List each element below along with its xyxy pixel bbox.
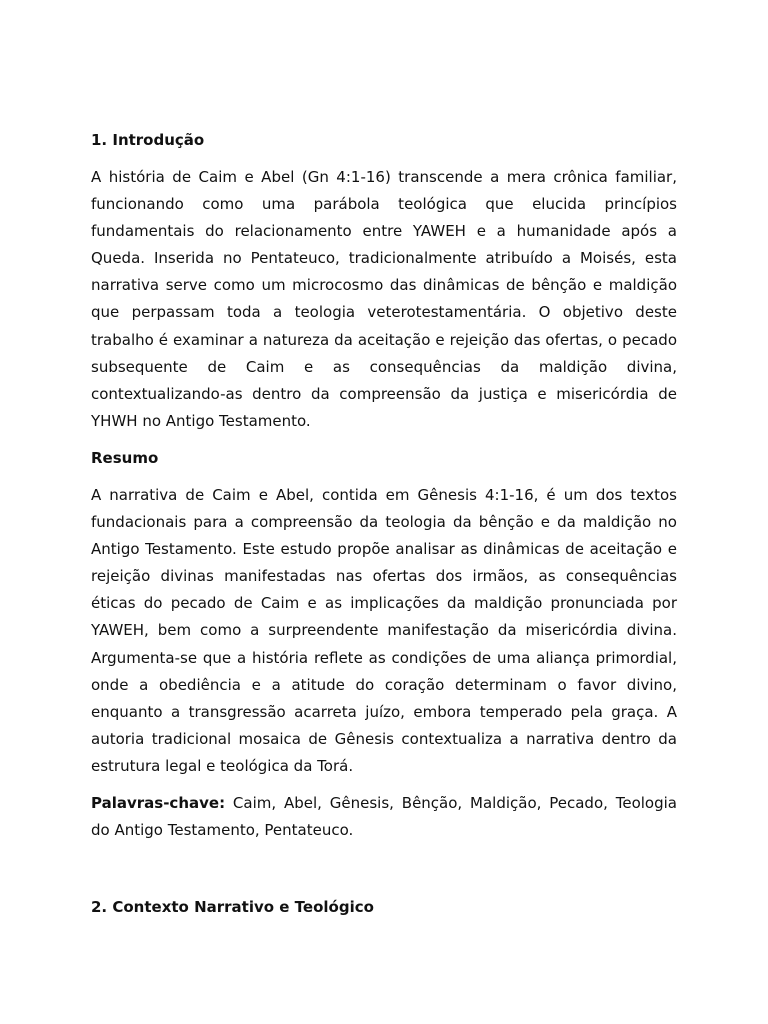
section-heading-contexto: 2. Contexto Narrativo e Teológico	[91, 898, 374, 916]
section-heading-introducao: 1. Introdução	[91, 131, 205, 149]
keywords-label: Palavras-chave:	[91, 793, 226, 812]
keywords-text: Caim, Abel, Gênesis, Bênção, Maldição, Pecado, Teologia do Antigo Testamento, Pentateuco.	[91, 793, 677, 840]
paragraph-introducao: A história de Caim e Abel (Gn 4:1-16) transcende a mera crônica familiar, funcionando como uma parábola teológica que elucida princípios fundamentais do relacionamento entre YAWEH e a humanidade após a Queda. Inserida no Pentateuco, tradicionalmente atribuído a Moisés, esta narrativa serve como um microcosmo das dinâmicas de bênção e maldição que perpassam toda a teologia veterotestamentária. O objetivo deste trabalho é examinar a natureza da aceitação e rejeição das ofertas, o pecado subsequente de Caim e as consequências da maldição divina, contextualizando-as dentro da compreensão da justiça e misericórdia de YHWH no Antigo Testamento.	[91, 168, 677, 430]
keywords-paragraph	[91, 790, 677, 844]
paragraph-resumo: A narrativa de Caim e Abel, contida em Gênesis 4:1-16, é um dos textos fundacionais para a compreensão da teologia da bênção e da maldição no Antigo Testamento. Este estudo propõe analisar as dinâmicas de aceitação e rejeição divinas manifestadas nas ofertas dos irmãos, as consequências éticas do pecado de Caim e as implicações da maldição pronunciada por YAWEH, bem como a surpreendente manifestação da misericórdia divina. Argumenta-se que a história reflete as condições de uma aliança primordial, onde a obediência e a atitude do coração determinam o favor divino, enquanto a transgressão acarreta juízo, embora temperado pela graça. A autoria tradicional mosaica de Gênesis contextualiza a narrativa dentro da estrutura legal e teológica da Torá.	[91, 485, 677, 775]
document-page	[91, 127, 677, 854]
section-heading-resumo: Resumo	[91, 448, 159, 467]
